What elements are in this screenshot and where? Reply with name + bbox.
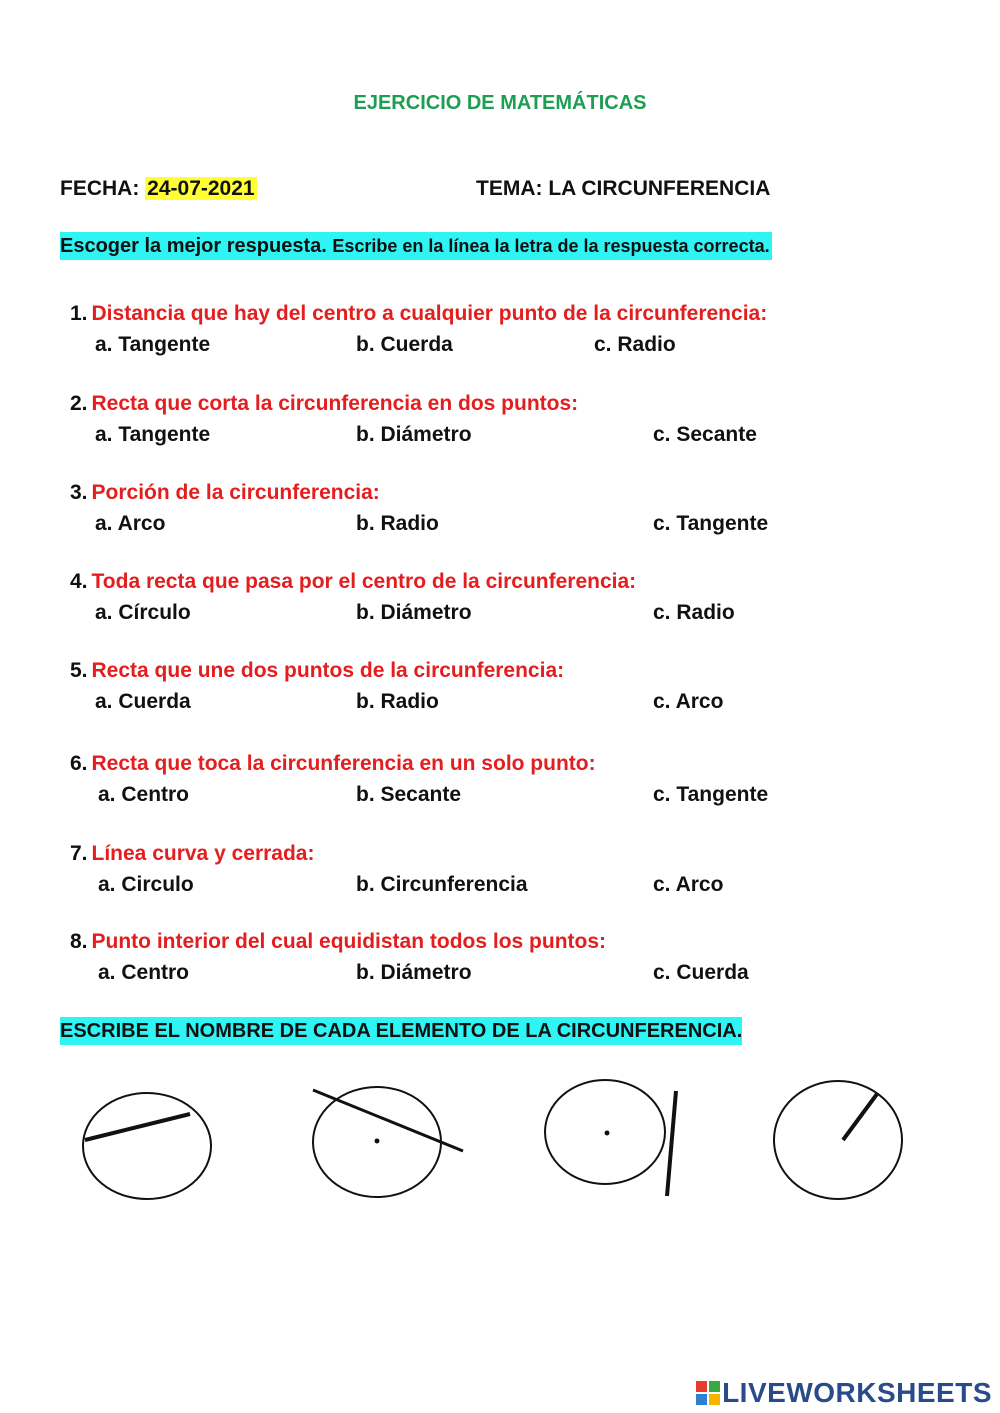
question-3 [70, 481, 380, 505]
question-8 [70, 930, 606, 954]
question-number: 6. [70, 752, 88, 775]
question-text: Recta que une dos puntos de la circunferencia: [91, 659, 565, 682]
option-a: a. Tangente [95, 423, 211, 446]
question-text: Punto interior del cual equidistan todos los puntos: [91, 930, 607, 953]
question-text: Recta que toca la circunferencia en un solo punto: [91, 752, 596, 775]
logo-square-1 [696, 1381, 707, 1392]
logo-text: LIVEWORKSHEETS [722, 1377, 992, 1408]
option-c: c. Radio [653, 601, 735, 624]
option-b: b. Radio [356, 690, 439, 713]
question-number: 2. [70, 392, 88, 415]
option-b: b. Diámetro [356, 423, 472, 446]
option-c: c. Cuerda [653, 961, 749, 984]
question-4 [70, 570, 636, 594]
instructions-banner [60, 232, 772, 260]
option-b: b. Diámetro [356, 961, 472, 984]
option-b: b. Radio [356, 512, 439, 535]
date-label: FECHA: [60, 177, 140, 200]
option-a: a. Cuerda [95, 690, 191, 713]
option-c: c. Radio [594, 333, 676, 356]
question-number: 3. [70, 481, 88, 504]
question-number: 8. [70, 930, 88, 953]
option-c: c. Secante [653, 423, 757, 446]
question-text: Toda recta que pasa por el centro de la circunferencia: [91, 570, 637, 593]
date-field [60, 177, 257, 201]
question-text: Distancia que hay del centro a cualquier punto de la circunferencia: [91, 302, 768, 325]
topic-label: TEMA: LA CIRCUNFERENCIA [476, 177, 771, 200]
option-a: a. Círculo [95, 601, 191, 624]
question-1 [70, 302, 767, 326]
instructions-detail: Escribe en la línea la letra de la respuesta correcta. [332, 236, 770, 256]
option-c: c. Tangente [653, 783, 769, 806]
question-text: Línea curva y cerrada: [91, 842, 315, 865]
option-a: a. Arco [95, 512, 166, 535]
logo-square-4 [709, 1394, 720, 1405]
logo-icon [696, 1381, 720, 1405]
option-c: c. Tangente [653, 512, 769, 535]
question-7 [70, 842, 314, 866]
option-a: a. Centro [98, 961, 190, 984]
figure-chord [83, 1093, 211, 1199]
question-number: 7. [70, 842, 88, 865]
option-b: b. Circunferencia [356, 873, 528, 896]
question-text: Recta que corta la circunferencia en dos puntos: [91, 392, 579, 415]
question-number: 4. [70, 570, 88, 593]
option-b: b. Diámetro [356, 601, 472, 624]
question-text: Porción de la circunferencia: [91, 481, 380, 504]
date-value: 24-07-2021 [147, 177, 255, 200]
option-c: c. Arco [653, 873, 724, 896]
option-a: a. Centro [98, 783, 190, 806]
question-number: 5. [70, 659, 88, 682]
circle-figures [0, 1060, 1000, 1220]
option-b: b. Cuerda [356, 333, 453, 356]
figure-secant [313, 1087, 463, 1197]
instructions-main: Escoger la mejor respuesta. [60, 235, 327, 257]
section-title: ESCRIBE EL NOMBRE DE CADA ELEMENTO DE LA CIRCUNFERENCIA. [60, 1017, 742, 1045]
figure-tangent [545, 1080, 676, 1196]
figure-radius [774, 1081, 902, 1199]
page-title: EJERCICIO DE MATEMÁTICAS [353, 92, 647, 114]
option-c: c. Arco [653, 690, 724, 713]
question-6 [70, 752, 596, 776]
option-a: a. Circulo [98, 873, 194, 896]
question-2 [70, 392, 578, 416]
liveworksheets-logo [696, 1378, 992, 1408]
option-b: b. Secante [356, 783, 462, 806]
question-5 [70, 659, 564, 683]
logo-square-2 [709, 1381, 720, 1392]
option-a: a. Tangente [95, 333, 211, 356]
logo-square-3 [696, 1394, 707, 1405]
question-number: 1. [70, 302, 88, 325]
